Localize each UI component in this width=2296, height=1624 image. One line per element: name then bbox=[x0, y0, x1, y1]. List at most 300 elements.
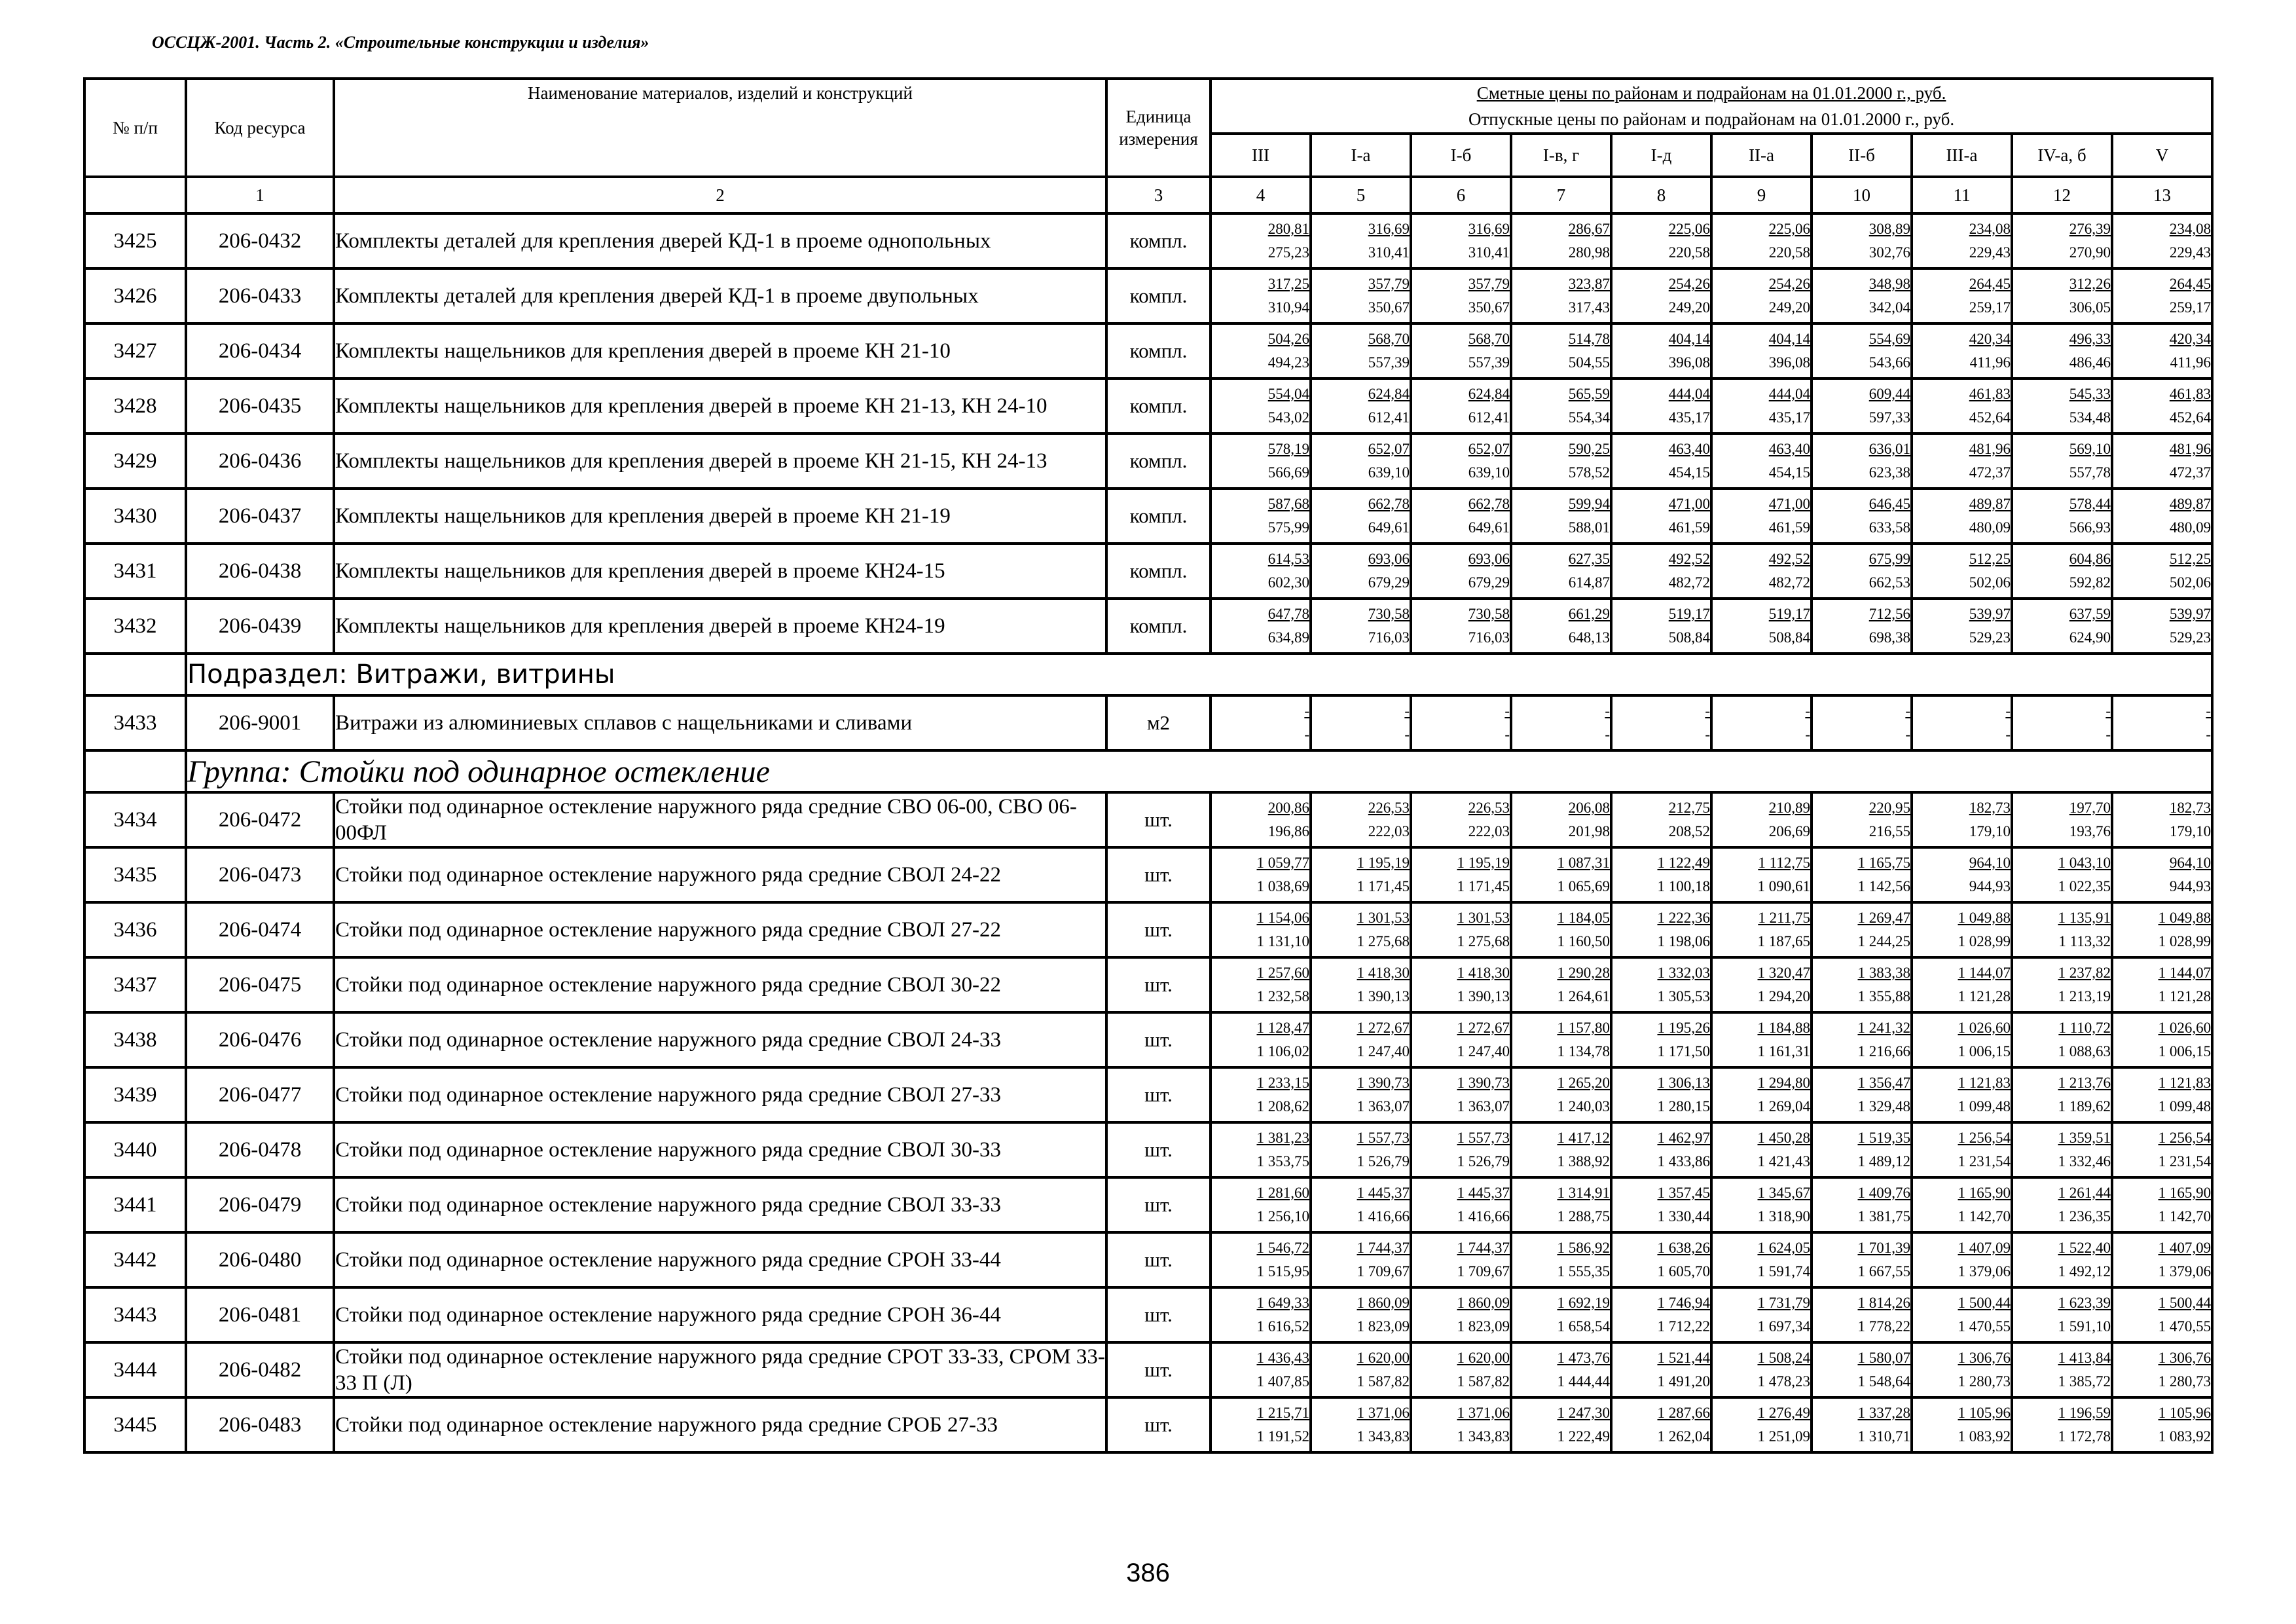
estimate-price: 1 059,77 bbox=[1256, 855, 1309, 871]
estimate-price: 489,87 bbox=[1969, 496, 2011, 512]
price-cell bbox=[1211, 268, 1311, 323]
price-cell bbox=[1912, 544, 2012, 599]
estimate-price: 182,73 bbox=[2169, 800, 2212, 816]
price-cell bbox=[1511, 957, 1611, 1012]
estimate-price: 514,78 bbox=[1568, 331, 1610, 347]
estimate-price: 1 320,47 bbox=[1757, 965, 1810, 981]
release-price: 1 353,75 bbox=[1256, 1153, 1309, 1170]
table-row bbox=[84, 1012, 2212, 1067]
release-price: 1 134,78 bbox=[1557, 1043, 1610, 1060]
estimate-price: 565,59 bbox=[1568, 386, 1610, 402]
estimate-price: 1 154,06 bbox=[1256, 910, 1309, 926]
price-cell bbox=[1711, 1342, 1812, 1397]
price-cell bbox=[1311, 599, 1411, 654]
unit-of-measure: шт. bbox=[1106, 1122, 1211, 1177]
release-price: 1 191,52 bbox=[1256, 1428, 1309, 1445]
price-cell bbox=[2012, 434, 2112, 489]
estimate-price: 1 121,83 bbox=[2158, 1075, 2212, 1091]
release-price: 452,64 bbox=[1969, 409, 2011, 426]
price-cell bbox=[1711, 957, 1812, 1012]
estimate-price: 1 261,44 bbox=[2058, 1185, 2111, 1201]
price-cell bbox=[1511, 1177, 1611, 1232]
price-cell bbox=[1511, 847, 1611, 902]
release-price: 1 171,45 bbox=[1357, 878, 1410, 895]
release-price: 716,03 bbox=[1368, 629, 1410, 646]
estimate-price: 280,81 bbox=[1267, 221, 1309, 237]
estimate-price: 578,19 bbox=[1267, 441, 1309, 457]
price-cell bbox=[1611, 1067, 1711, 1122]
release-price: 249,20 bbox=[1668, 299, 1710, 316]
release-price: 179,10 bbox=[2169, 823, 2212, 840]
price-cell bbox=[1511, 1287, 1611, 1342]
price-cell bbox=[1812, 902, 1912, 957]
estimate-price: 1 521,44 bbox=[1657, 1350, 1710, 1366]
price-cell bbox=[2012, 323, 2112, 378]
resource-code: 206-0475 bbox=[186, 957, 334, 1012]
release-price: 302,76 bbox=[1868, 244, 1910, 261]
release-price: 208,52 bbox=[1668, 823, 1710, 840]
release-price: 623,38 bbox=[1868, 464, 1910, 481]
document-header: ОССЦЖ-2001. Часть 2. «Строительные конструкции и изделия» bbox=[152, 33, 649, 52]
estimate-price: 264,45 bbox=[1969, 276, 2011, 292]
release-price: 944,93 bbox=[1969, 878, 2011, 895]
unit-of-measure: компл. bbox=[1106, 378, 1211, 434]
estimate-price: 463,40 bbox=[1668, 441, 1710, 457]
item-name: Комплекты нащельников для крепления дверей в проеме КН24-15 bbox=[334, 544, 1106, 599]
unit-of-measure: компл. bbox=[1106, 268, 1211, 323]
price-cell bbox=[1411, 1397, 1511, 1452]
release-price: 1 330,44 bbox=[1657, 1208, 1710, 1225]
column-number: 6 bbox=[1411, 177, 1511, 213]
table-row bbox=[84, 957, 2212, 1012]
price-cell bbox=[1711, 847, 1812, 902]
price-cell bbox=[1611, 378, 1711, 434]
resource-code: 206-0434 bbox=[186, 323, 334, 378]
estimate-price: 1 638,26 bbox=[1657, 1240, 1710, 1256]
price-cell bbox=[2112, 902, 2212, 957]
price-cell bbox=[1711, 1177, 1812, 1232]
table-row bbox=[84, 1397, 2212, 1452]
price-cell bbox=[1411, 544, 1511, 599]
estimate-price: 1 257,60 bbox=[1256, 965, 1309, 981]
table-row bbox=[84, 1067, 2212, 1122]
price-cell bbox=[1812, 1012, 1912, 1067]
estimate-price: 1 144,07 bbox=[2158, 965, 2212, 981]
price-cell bbox=[1311, 544, 1411, 599]
release-price: 554,34 bbox=[1568, 409, 1610, 426]
resource-code: 206-0473 bbox=[186, 847, 334, 902]
release-price: 411,96 bbox=[1969, 354, 2011, 371]
price-cell bbox=[2012, 847, 2112, 902]
column-number: 9 bbox=[1711, 177, 1812, 213]
price-cell bbox=[1211, 599, 1311, 654]
price-cell bbox=[1912, 902, 2012, 957]
estimate-price: 212,75 bbox=[1668, 800, 1710, 816]
release-price: 534,48 bbox=[2069, 409, 2111, 426]
price-cell bbox=[2012, 902, 2112, 957]
estimate-price: 197,70 bbox=[2069, 800, 2111, 816]
price-cell bbox=[1211, 434, 1311, 489]
estimate-price: 404,14 bbox=[1768, 331, 1810, 347]
estimate-price: 1 390,73 bbox=[1457, 1075, 1510, 1091]
estimate-price: 1 620,00 bbox=[1357, 1350, 1410, 1366]
release-price: 508,84 bbox=[1768, 629, 1810, 646]
price-cell bbox=[2112, 1012, 2212, 1067]
estimate-price: 1 314,91 bbox=[1557, 1185, 1610, 1201]
price-cell bbox=[2012, 489, 2112, 544]
release-price: 310,41 bbox=[1468, 244, 1510, 261]
price-cell bbox=[1211, 792, 1311, 847]
price-cell bbox=[1912, 847, 2012, 902]
release-price: 1 160,50 bbox=[1557, 933, 1610, 950]
header-prices-release: Отпускные цены по районам и подрайонам на 01.01.2000 г., руб. bbox=[1468, 109, 1955, 129]
estimate-price: 1 294,80 bbox=[1757, 1075, 1810, 1091]
release-price: 1 172,78 bbox=[2058, 1428, 2111, 1445]
price-cell bbox=[1511, 268, 1611, 323]
price-cell bbox=[1411, 1012, 1511, 1067]
release-price: 494,23 bbox=[1267, 354, 1309, 371]
resource-code: 206-0474 bbox=[186, 902, 334, 957]
price-cell bbox=[1711, 695, 1812, 750]
row-number: 3432 bbox=[84, 599, 186, 654]
estimate-price: 1 500,44 bbox=[2158, 1295, 2212, 1311]
estimate-price: 1 121,83 bbox=[1958, 1075, 2011, 1091]
release-price: 1 236,35 bbox=[2058, 1208, 2111, 1225]
header-region: V bbox=[2112, 134, 2212, 177]
release-price: 592,82 bbox=[2069, 574, 2111, 591]
column-number: 10 bbox=[1812, 177, 1912, 213]
price-cell bbox=[1411, 847, 1511, 902]
price-cell bbox=[2112, 1177, 2212, 1232]
estimate-price: 1 450,28 bbox=[1757, 1130, 1810, 1146]
column-number: 3 bbox=[1106, 177, 1211, 213]
estimate-price: 1 371,06 bbox=[1457, 1405, 1510, 1421]
price-cell bbox=[1511, 544, 1611, 599]
estimate-price: 1 418,30 bbox=[1457, 965, 1510, 981]
estimate-price: - bbox=[1905, 703, 1910, 719]
price-cell bbox=[1311, 323, 1411, 378]
release-price: 454,15 bbox=[1668, 464, 1710, 481]
price-cell bbox=[2112, 268, 2212, 323]
estimate-price: 1 731,79 bbox=[1757, 1295, 1810, 1311]
estimate-price: 1 306,76 bbox=[1958, 1350, 2011, 1366]
price-cell bbox=[1311, 378, 1411, 434]
resource-code: 206-0477 bbox=[186, 1067, 334, 1122]
price-cell bbox=[2012, 378, 2112, 434]
price-cell bbox=[1411, 792, 1511, 847]
item-name: Стойки под одинарное остекление наружного ряда средние СВО 06-00, СВО 06-00ФЛ bbox=[334, 792, 1106, 847]
table-row bbox=[84, 434, 2212, 489]
item-name: Стойки под одинарное остекление наружного ряда средние СРОН 33-44 bbox=[334, 1232, 1106, 1287]
release-price: 1 470,55 bbox=[2158, 1318, 2212, 1335]
release-price: 1 099,48 bbox=[2158, 1098, 2212, 1115]
price-cell bbox=[1511, 902, 1611, 957]
release-price: 602,30 bbox=[1267, 574, 1309, 591]
price-cell bbox=[1812, 378, 1912, 434]
price-cell bbox=[1611, 1232, 1711, 1287]
release-price: 502,06 bbox=[2169, 574, 2212, 591]
release-price: 634,89 bbox=[1267, 629, 1309, 646]
price-cell bbox=[1411, 213, 1511, 268]
resource-code: 206-0437 bbox=[186, 489, 334, 544]
release-price: 342,04 bbox=[1868, 299, 1910, 316]
estimate-price: 463,40 bbox=[1768, 441, 1810, 457]
price-cell bbox=[1411, 695, 1511, 750]
item-name: Стойки под одинарное остекление наружного ряда средние СВОЛ 33-33 bbox=[334, 1177, 1106, 1232]
price-cell bbox=[1711, 544, 1812, 599]
price-cell bbox=[1611, 599, 1711, 654]
price-cell bbox=[2012, 1232, 2112, 1287]
estimate-price: 234,08 bbox=[1969, 221, 2011, 237]
release-price: 310,41 bbox=[1368, 244, 1410, 261]
estimate-price: 1 306,76 bbox=[2158, 1350, 2212, 1366]
estimate-price: 1 157,80 bbox=[1557, 1020, 1610, 1036]
release-price: 1 256,10 bbox=[1256, 1208, 1309, 1225]
release-price: 1 444,44 bbox=[1557, 1373, 1610, 1390]
price-cell bbox=[1311, 1067, 1411, 1122]
release-price: 317,43 bbox=[1568, 299, 1610, 316]
row-number: 3434 bbox=[84, 792, 186, 847]
release-price: 1 171,50 bbox=[1657, 1043, 1710, 1060]
release-price: 350,67 bbox=[1468, 299, 1510, 316]
release-price: 543,02 bbox=[1267, 409, 1309, 426]
release-price: 482,72 bbox=[1668, 574, 1710, 591]
group-row bbox=[84, 750, 2212, 792]
estimate-price: 420,34 bbox=[2169, 331, 2212, 347]
release-price: 1 310,71 bbox=[1857, 1428, 1910, 1445]
price-cell bbox=[2112, 847, 2212, 902]
release-price: 1 355,88 bbox=[1857, 988, 1910, 1005]
row-number: 3440 bbox=[84, 1122, 186, 1177]
price-cell bbox=[1611, 847, 1711, 902]
estimate-price: 1 413,84 bbox=[2058, 1350, 2111, 1366]
table-row bbox=[84, 323, 2212, 378]
price-cell bbox=[1812, 268, 1912, 323]
price-cell bbox=[2012, 1122, 2112, 1177]
price-cell bbox=[2112, 1067, 2212, 1122]
estimate-price: 964,10 bbox=[2169, 855, 2212, 871]
resource-code: 206-9001 bbox=[186, 695, 334, 750]
release-price: 1 492,12 bbox=[2058, 1263, 2111, 1280]
price-cell bbox=[2112, 434, 2212, 489]
release-price: 1 385,72 bbox=[2058, 1373, 2111, 1390]
price-cell bbox=[1912, 1287, 2012, 1342]
price-cell bbox=[1311, 268, 1411, 323]
estimate-price: 1 473,76 bbox=[1557, 1350, 1610, 1366]
price-cell bbox=[1211, 544, 1311, 599]
release-price: 1 363,07 bbox=[1457, 1098, 1510, 1115]
release-price: 452,64 bbox=[2169, 409, 2212, 426]
price-cell bbox=[1912, 792, 2012, 847]
item-name: Стойки под одинарное остекление наружного ряда средние СРОТ 33-33, СРОМ 33-33 П (Л) bbox=[334, 1342, 1106, 1397]
price-cell bbox=[1511, 1342, 1611, 1397]
header-region: I-д bbox=[1611, 134, 1711, 177]
price-cell bbox=[1511, 1012, 1611, 1067]
estimate-price: 519,17 bbox=[1668, 606, 1710, 622]
release-price: 1 697,34 bbox=[1757, 1318, 1810, 1335]
header-unit: Единица измерения bbox=[1106, 79, 1211, 177]
price-cell bbox=[1812, 434, 1912, 489]
price-cell bbox=[1411, 1177, 1511, 1232]
estimate-price: 647,78 bbox=[1267, 606, 1309, 622]
release-price: 486,46 bbox=[2069, 354, 2111, 371]
estimate-price: 1 195,19 bbox=[1457, 855, 1510, 871]
unit-of-measure: компл. bbox=[1106, 544, 1211, 599]
estimate-price: 323,87 bbox=[1568, 276, 1610, 292]
price-cell bbox=[1711, 1397, 1812, 1452]
header-region: I-в, г bbox=[1511, 134, 1611, 177]
estimate-price: 1 195,26 bbox=[1657, 1020, 1710, 1036]
item-name: Комплекты деталей для крепления дверей КД-1 в проеме однопольных bbox=[334, 213, 1106, 268]
price-cell bbox=[1812, 1122, 1912, 1177]
price-cell bbox=[1711, 268, 1812, 323]
estimate-price: 1 381,23 bbox=[1256, 1130, 1309, 1146]
release-price: 1 433,86 bbox=[1657, 1153, 1710, 1170]
price-cell bbox=[1511, 1122, 1611, 1177]
release-price: 1 275,68 bbox=[1357, 933, 1410, 950]
estimate-price: 1 184,88 bbox=[1757, 1020, 1810, 1036]
page-number: 386 bbox=[1126, 1559, 1170, 1587]
price-cell bbox=[1411, 378, 1511, 434]
price-cell bbox=[1812, 1067, 1912, 1122]
release-price: 1 232,58 bbox=[1256, 988, 1309, 1005]
price-cell bbox=[1912, 1122, 2012, 1177]
estimate-price: 652,07 bbox=[1468, 441, 1510, 457]
unit-of-measure: шт. bbox=[1106, 1342, 1211, 1397]
estimate-price: 545,33 bbox=[2069, 386, 2111, 402]
release-price: 529,23 bbox=[1969, 629, 2011, 646]
release-price: 1 591,10 bbox=[2058, 1318, 2111, 1335]
estimate-price: 286,67 bbox=[1568, 221, 1610, 237]
release-price: 1 407,85 bbox=[1256, 1373, 1309, 1390]
release-price: 280,98 bbox=[1568, 244, 1610, 261]
estimate-price: - bbox=[1705, 703, 1710, 719]
estimate-price: 1 247,30 bbox=[1557, 1405, 1610, 1421]
item-name: Стойки под одинарное остекление наружного ряда средние СВОЛ 27-33 bbox=[334, 1067, 1106, 1122]
price-cell bbox=[1411, 1232, 1511, 1287]
estimate-price: 590,25 bbox=[1568, 441, 1610, 457]
unit-of-measure: шт. bbox=[1106, 792, 1211, 847]
price-cell bbox=[1411, 434, 1511, 489]
resource-code: 206-0438 bbox=[186, 544, 334, 599]
unit-of-measure: компл. bbox=[1106, 434, 1211, 489]
item-name: Комплекты нащельников для крепления дверей в проеме КН24-19 bbox=[334, 599, 1106, 654]
release-price: 1 421,43 bbox=[1757, 1153, 1810, 1170]
estimate-price: 627,35 bbox=[1568, 551, 1610, 567]
release-price: 222,03 bbox=[1468, 823, 1510, 840]
release-price: 1 006,15 bbox=[1958, 1043, 2011, 1060]
estimate-price: 1 301,53 bbox=[1457, 910, 1510, 926]
release-price: 1 006,15 bbox=[2158, 1043, 2212, 1060]
release-price: 1 216,66 bbox=[1857, 1043, 1910, 1060]
price-cell bbox=[2012, 268, 2112, 323]
price-cell bbox=[1711, 599, 1812, 654]
estimate-price: 568,70 bbox=[1368, 331, 1410, 347]
release-price: - bbox=[2005, 726, 2011, 743]
price-cell bbox=[1711, 489, 1812, 544]
item-name: Комплекты нащельников для крепления дверей в проеме КН 21-15, КН 24-13 bbox=[334, 434, 1106, 489]
price-cell bbox=[1611, 323, 1711, 378]
release-price: 220,58 bbox=[1768, 244, 1810, 261]
release-price: 1 038,69 bbox=[1256, 878, 1309, 895]
estimate-price: 308,89 bbox=[1868, 221, 1910, 237]
release-price: 1 113,32 bbox=[2058, 933, 2111, 950]
estimate-price: 1 557,73 bbox=[1357, 1130, 1410, 1146]
price-cell bbox=[1311, 1342, 1411, 1397]
estimate-price: 1 165,90 bbox=[2158, 1185, 2212, 1201]
item-name: Стойки под одинарное остекление наружного ряда средние СВОЛ 27-22 bbox=[334, 902, 1106, 957]
estimate-price: 712,56 bbox=[1868, 606, 1910, 622]
estimate-price: 1 407,09 bbox=[1958, 1240, 2011, 1256]
estimate-price: 317,25 bbox=[1267, 276, 1309, 292]
release-price: 1 363,07 bbox=[1357, 1098, 1410, 1115]
release-price: 1 526,79 bbox=[1357, 1153, 1410, 1170]
price-cell bbox=[1711, 1232, 1812, 1287]
release-price: 480,09 bbox=[2169, 519, 2212, 536]
estimate-price: 1 586,92 bbox=[1557, 1240, 1610, 1256]
estimate-price: 1 222,36 bbox=[1657, 910, 1710, 926]
release-price: 1 083,92 bbox=[1958, 1428, 2011, 1445]
estimate-price: 1 337,28 bbox=[1857, 1405, 1910, 1421]
row-number: 3425 bbox=[84, 213, 186, 268]
release-price: 1 470,55 bbox=[1958, 1318, 2011, 1335]
release-price: 480,09 bbox=[1969, 519, 2011, 536]
estimate-price: 1 345,67 bbox=[1757, 1185, 1810, 1201]
price-table bbox=[83, 77, 2214, 1454]
release-price: 1 028,99 bbox=[1958, 933, 2011, 950]
estimate-price: 1 500,44 bbox=[1958, 1295, 2011, 1311]
price-cell bbox=[1912, 378, 2012, 434]
row-number: 3442 bbox=[84, 1232, 186, 1287]
release-price: 662,53 bbox=[1868, 574, 1910, 591]
release-price: - bbox=[1805, 726, 1810, 743]
estimate-price: 1 620,00 bbox=[1457, 1350, 1510, 1366]
estimate-price: 1 049,88 bbox=[1958, 910, 2011, 926]
release-price: 229,43 bbox=[2169, 244, 2212, 261]
price-cell bbox=[2012, 1397, 2112, 1452]
estimate-price: 1 356,47 bbox=[1857, 1075, 1910, 1091]
release-price: 1 823,09 bbox=[1357, 1318, 1410, 1335]
header-region: IV-а, б bbox=[2012, 134, 2112, 177]
resource-code: 206-0436 bbox=[186, 434, 334, 489]
price-cell bbox=[1211, 323, 1311, 378]
release-price: 1 491,20 bbox=[1657, 1373, 1710, 1390]
table-row bbox=[84, 1287, 2212, 1342]
release-price: 578,52 bbox=[1568, 464, 1610, 481]
price-cell bbox=[2012, 1342, 2112, 1397]
price-cell bbox=[1411, 1342, 1511, 1397]
release-price: 1 318,90 bbox=[1757, 1208, 1810, 1225]
price-cell bbox=[2012, 1067, 2112, 1122]
table-row bbox=[84, 792, 2212, 847]
estimate-price: 471,00 bbox=[1768, 496, 1810, 512]
price-cell bbox=[1912, 323, 2012, 378]
release-price: 275,23 bbox=[1267, 244, 1309, 261]
release-price: 1 388,92 bbox=[1557, 1153, 1610, 1170]
header-region: I-а bbox=[1311, 134, 1411, 177]
release-price: 1 390,13 bbox=[1457, 988, 1510, 1005]
price-cell bbox=[1311, 1287, 1411, 1342]
resource-code: 206-0479 bbox=[186, 1177, 334, 1232]
resource-code: 206-0481 bbox=[186, 1287, 334, 1342]
estimate-price: - bbox=[1304, 703, 1309, 719]
estimate-price: 512,25 bbox=[1969, 551, 2011, 567]
price-cell bbox=[2112, 599, 2212, 654]
release-price: 1 343,83 bbox=[1357, 1428, 1410, 1445]
price-cell bbox=[1211, 1397, 1311, 1452]
release-price: 1 709,67 bbox=[1357, 1263, 1410, 1280]
price-cell bbox=[1311, 792, 1411, 847]
